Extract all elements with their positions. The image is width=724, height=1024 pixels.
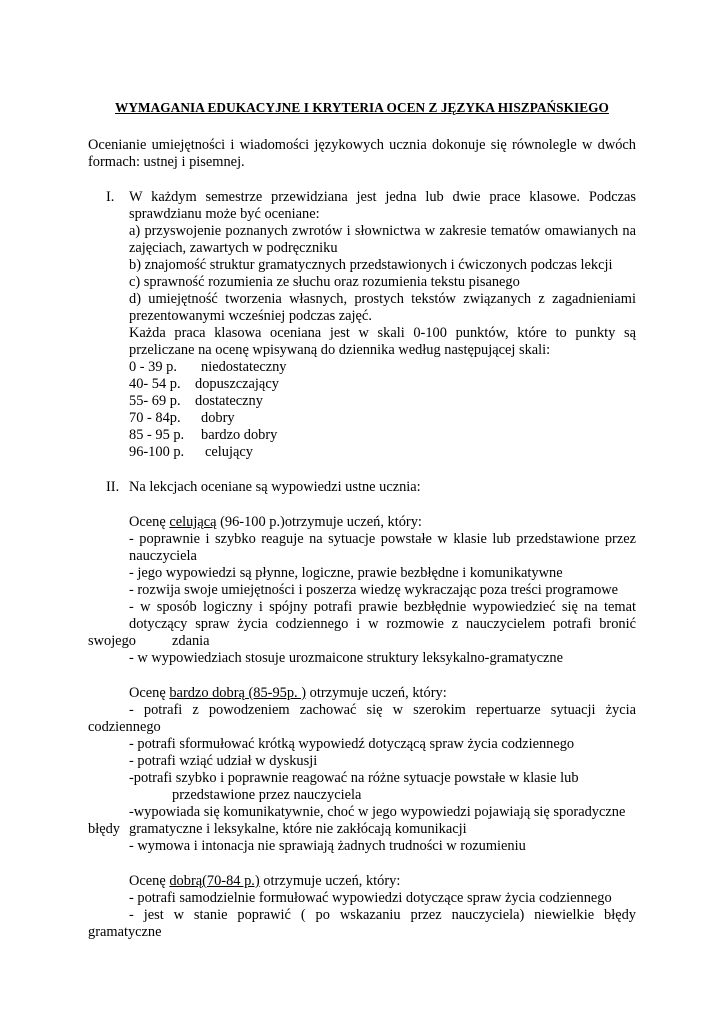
grade-name: dopuszczający [195, 376, 279, 392]
criteria-line: gramatyczne [88, 924, 162, 940]
grade-range: 85 - 95 p. [129, 427, 185, 443]
grade-dobra-heading: Ocenę dobrą(70-84 p.) otrzymuje uczeń, który: [129, 873, 401, 889]
criteria-line: - wymowa i intonacja nie sprawiają żadnych trudności w rozumieniu [129, 838, 526, 854]
criteria-line: - rozwija swoje umiejętności i poszerza wiedzę wykraczając poza treści programowe [129, 582, 619, 598]
criteria-line: swojego [88, 633, 136, 649]
section-1-line: prezentowanymi wcześniej podczas zajęć. [129, 308, 372, 324]
intro-line-2: formach: ustnej i pisemnej. [88, 154, 245, 170]
criteria-line: -potrafi szybko i poprawnie reagować na różne sytuacje powstałe w klasie lub [129, 770, 579, 786]
section-1-line: d) umiejętność tworzenia własnych, prostych tekstów związanych z zagadnieniami [129, 291, 636, 307]
section-1-line: a) przyswojenie poznanych zwrotów i słownictwa w zakresie tematów omawianych na [129, 223, 636, 239]
criteria-line: -wypowiada się komunikatywnie, choć w jego wypowiedzi pojawiają się sporadyczne [129, 804, 626, 820]
criteria-line: codziennego [88, 719, 161, 735]
criteria-line: - potrafi samodzielnie formułować wypowiedzi dotyczące spraw życia codziennego [129, 890, 612, 906]
grade-celujaca-heading: Ocenę celującą (96-100 p.)otrzymuje uczeń, który: [129, 514, 422, 530]
section-1-line: W każdym semestrze przewidziana jest jedna lub dwie prace klasowe. Podczas [129, 189, 636, 205]
criteria-line: zdania [172, 633, 210, 649]
criteria-line: - jego wypowiedzi są płynne, logiczne, prawie bezbłędne i komunikatywne [129, 565, 563, 581]
grade-name: celujący [205, 444, 253, 460]
grade-range: 96-100 p. [129, 444, 185, 460]
criteria-line: - poprawnie i szybko reaguje na sytuacje powstałe w klasie lub przedstawione przez [129, 531, 636, 547]
grade-name: niedostateczny [201, 359, 287, 375]
intro-line-1: Ocenianie umiejętności i wiadomości językowych ucznia dokonuje się równolegle w dwóch [88, 137, 636, 153]
section-2-number: II. [106, 479, 120, 495]
grade-range: 0 - 39 p. [129, 359, 177, 375]
grade-range: 55- 69 p. [129, 393, 181, 409]
criteria-line: dotyczący spraw życia codziennego i w rozmowie z nauczycielem potrafi bronić [129, 616, 636, 632]
criteria-line: - potrafi z powodzeniem zachować się w szerokim repertuarze sytuacji życia [129, 702, 636, 718]
criteria-line: - w wypowiedziach stosuje urozmaicone struktury leksykalno-gramatyczne [129, 650, 563, 666]
grade-name: dobry [201, 410, 235, 426]
section-1-line: Każda praca klasowa oceniana jest w skali 0-100 punktów, które to punkty są [129, 325, 636, 341]
grade-celujaca-label: celującą [169, 514, 217, 530]
criteria-line: - potrafi sformułować krótką wypowiedź dotyczącą spraw życia codziennego [129, 736, 575, 752]
section-1-line: c) sprawność rozumienia ze słuchu oraz rozumienia tekstu pisanego [129, 274, 520, 290]
section-1-number: I. [106, 189, 115, 205]
criteria-line: gramatyczne i leksykalne, które nie zakłócają komunikacji [129, 821, 467, 837]
grade-range: 70 - 84p. [129, 410, 181, 426]
criteria-line: - potrafi wziąć udział w dyskusji [129, 753, 318, 769]
document-title: WYMAGANIA EDUKACYJNE I KRYTERIA OCEN Z JĘZYKA HISZPAŃSKIEGO [115, 100, 609, 115]
section-1-line: b) znajomość struktur gramatycznych przedstawionych i ćwiczonych podczas lekcji [129, 257, 613, 273]
grade-name: dostateczny [195, 393, 263, 409]
criteria-line: błędy [88, 821, 120, 837]
section-1-line: przeliczane na ocenę wpisywaną do dziennika według następującej skali: [129, 342, 551, 358]
criteria-line: - jest w stanie poprawić ( po wskazaniu przez nauczyciela) niewielkie błędy [129, 907, 636, 923]
grade-bardzo-dobra-label: bardzo dobrą (85-95p. ) [169, 685, 307, 701]
criteria-line: przedstawione przez nauczyciela [172, 787, 362, 803]
criteria-line: - w sposób logiczny i spójny potrafi prawie bezbłędnie wypowiedzieć się na temat [129, 599, 636, 615]
criteria-line: nauczyciela [129, 548, 197, 564]
section-1-line: sprawdzianu może być oceniane: [129, 206, 320, 222]
section-1-line: zajęciach, zawartych w podręczniku [129, 240, 338, 256]
grade-dobra-label: dobrą(70-84 p.) [169, 873, 260, 889]
grade-name: bardzo dobry [201, 427, 278, 443]
section-2-intro: Na lekcjach oceniane są wypowiedzi ustne ucznia: [129, 479, 421, 495]
grade-range: 40- 54 p. [129, 376, 181, 392]
grade-bardzo-dobra-heading: Ocenę bardzo dobrą (85-95p. ) otrzymuje uczeń, który: [129, 685, 447, 701]
